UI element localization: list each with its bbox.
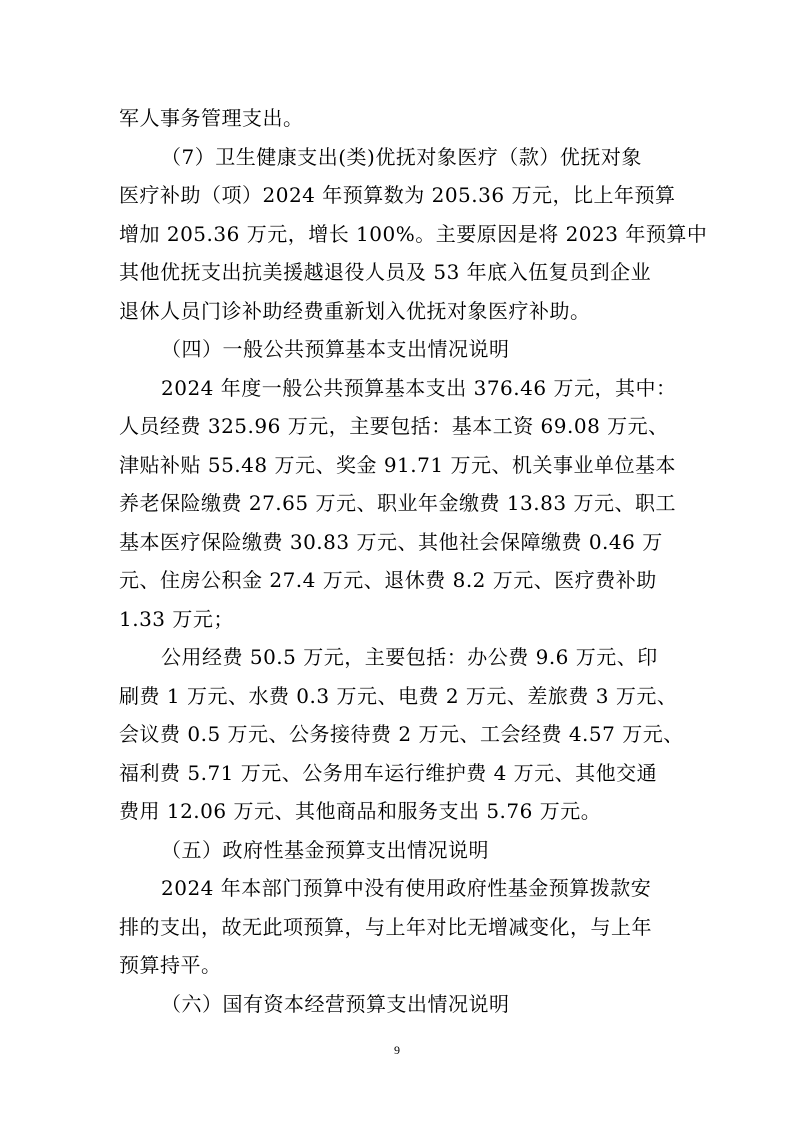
section-heading: （五）政府性基金预算支出情况说明 (161, 837, 489, 862)
text-line: 养老保险缴费 27.65 万元、职业年金缴费 13.83 万元、职工 (119, 491, 676, 515)
text-line: 增加 205.36 万元，增长 100%。主要原因是将 2023 年预算中 (119, 221, 708, 246)
text-line: 会议费 0.5 万元、公务接待费 2 万元、工会经费 4.57 万元、 (119, 722, 684, 746)
section-5-paragraph (119, 869, 679, 985)
section-4-public-paragraph (119, 638, 684, 831)
text-line: 医疗补助（项）2024 年预算数为 205.36 万元，比上年预算 (119, 183, 676, 207)
text-line: 福利费 5.71 万元、公务用车运行维护费 4 万元、其他交通 (119, 760, 658, 785)
item-7-paragraph (119, 138, 708, 331)
text-line: 2024 年本部门预算中没有使用政府性基金预算拨款安 (161, 876, 652, 900)
text-line: 军人事务管理支出。 (119, 106, 304, 130)
section-heading: （四）一般公共预算基本支出情况说明 (161, 337, 510, 361)
section-6-heading (119, 985, 679, 1024)
text-line: 2024 年度一般公共预算基本支出 376.46 万元，其中： (161, 375, 677, 400)
section-4-personnel-paragraph (119, 369, 679, 639)
section-5-heading (119, 831, 679, 870)
document-body (119, 99, 708, 1023)
text-line: 其他优抚支出抗美援越退役人员及 53 年底入伍复员到企业 (119, 260, 652, 284)
section-4-heading (119, 330, 679, 369)
text-line: （7）卫生健康支出(类)优抚对象医疗（款）优抚对象 (161, 144, 642, 169)
text-line: 1.33 万元； (119, 606, 234, 631)
section-heading: （六）国有资本经营预算支出情况说明 (161, 991, 510, 1016)
text-line: 预算持平。 (119, 953, 222, 977)
continuation-paragraph (119, 99, 679, 138)
text-line: 元、住房公积金 27.4 万元、退休费 8.2 万元、医疗费补助 (119, 568, 657, 592)
text-line: 基本医疗保险缴费 30.83 万元、其他社会保障缴费 0.46 万 (119, 529, 663, 554)
text-line: 公用经费 50.5 万元，主要包括：办公费 9.6 万元、印 (161, 645, 658, 669)
text-line: 津贴补贴 55.48 万元、奖金 91.71 万元、机关事业单位基本 (119, 452, 676, 477)
text-line: 人员经费 325.96 万元，主要包括：基本工资 69.08 万元、 (119, 414, 669, 438)
text-line: 排的支出，故无此项预算，与上年对比无增减变化，与上年 (119, 914, 652, 939)
text-line: 刷费 1 万元、水费 0.3 万元、电费 2 万元、差旅费 3 万元、 (119, 683, 678, 708)
text-line: 退休人员门诊补助经费重新划入优抚对象医疗补助。 (119, 298, 591, 323)
page-number: 9 (394, 1043, 400, 1057)
text-line: 费用 12.06 万元、其他商品和服务支出 5.76 万元。 (119, 799, 602, 823)
